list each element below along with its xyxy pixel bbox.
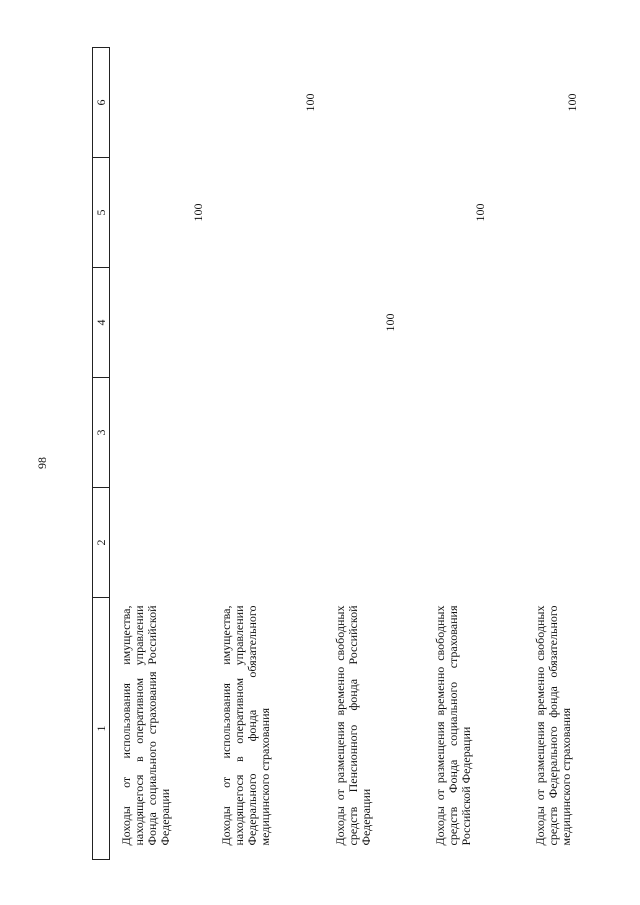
row-value-col4 — [210, 268, 324, 378]
column-header-1: 1 — [93, 598, 110, 860]
row-value-col4: 100 — [383, 313, 397, 332]
table-header-row — [93, 48, 110, 860]
row-value-col6: 100 — [565, 93, 579, 112]
row-value-col3 — [110, 378, 211, 488]
column-header-5: 5 — [93, 158, 110, 268]
row-value-col2 — [424, 488, 524, 598]
row-value-col2 — [210, 488, 324, 598]
row-value-col3 — [210, 378, 324, 488]
row-value-col6 — [324, 48, 424, 158]
column-header-4: 4 — [93, 268, 110, 378]
row-description: Доходы от использования имущества, находящегося в оперативном управлении Федерального фонда обязательного медицинского страхования — [219, 605, 272, 846]
row-value-col2 — [524, 488, 624, 598]
column-header-2: 2 — [93, 488, 110, 598]
row-value-col2 — [110, 488, 211, 598]
row-value-col4 — [524, 268, 624, 378]
row-value-col6: 100 — [303, 93, 317, 112]
row-value-col2 — [324, 488, 424, 598]
row-value-col5 — [324, 158, 424, 268]
rotated-table-container — [92, 48, 579, 860]
row-value-col3 — [424, 378, 524, 488]
page-number: 98 — [35, 457, 49, 469]
column-header-6: 6 — [93, 48, 110, 158]
table-row — [324, 48, 424, 860]
row-value-col5 — [524, 158, 624, 268]
row-value-col6 — [110, 48, 211, 158]
row-value-col3 — [324, 378, 424, 488]
row-value-col5: 100 — [473, 203, 487, 222]
row-description: Доходы от использования имущества, находящегося в оперативном управлении Фонда социального страхования Российской Федерации — [119, 605, 172, 846]
row-value-col5 — [210, 158, 324, 268]
row-value-col6 — [424, 48, 524, 158]
row-description: Доходы от размещения временно свободных средств Федерального фонда обязательного медицинского страхования — [533, 605, 573, 846]
table-row — [210, 48, 324, 860]
row-value-col3 — [524, 378, 624, 488]
table-row — [110, 48, 211, 860]
row-value-col5: 100 — [191, 203, 205, 222]
column-header-3: 3 — [93, 378, 110, 488]
table-row — [524, 48, 624, 860]
row-description: Доходы от размещения временно свободных средств Пенсионного фонда Российской Федерации — [333, 605, 373, 846]
row-value-col4 — [110, 268, 211, 378]
row-value-col4 — [424, 268, 524, 378]
table-row — [424, 48, 524, 860]
row-description: Доходы от размещения временно свободных средств Фонда социального страхования Российской Федерации — [433, 605, 473, 846]
revenue-table — [92, 47, 624, 860]
